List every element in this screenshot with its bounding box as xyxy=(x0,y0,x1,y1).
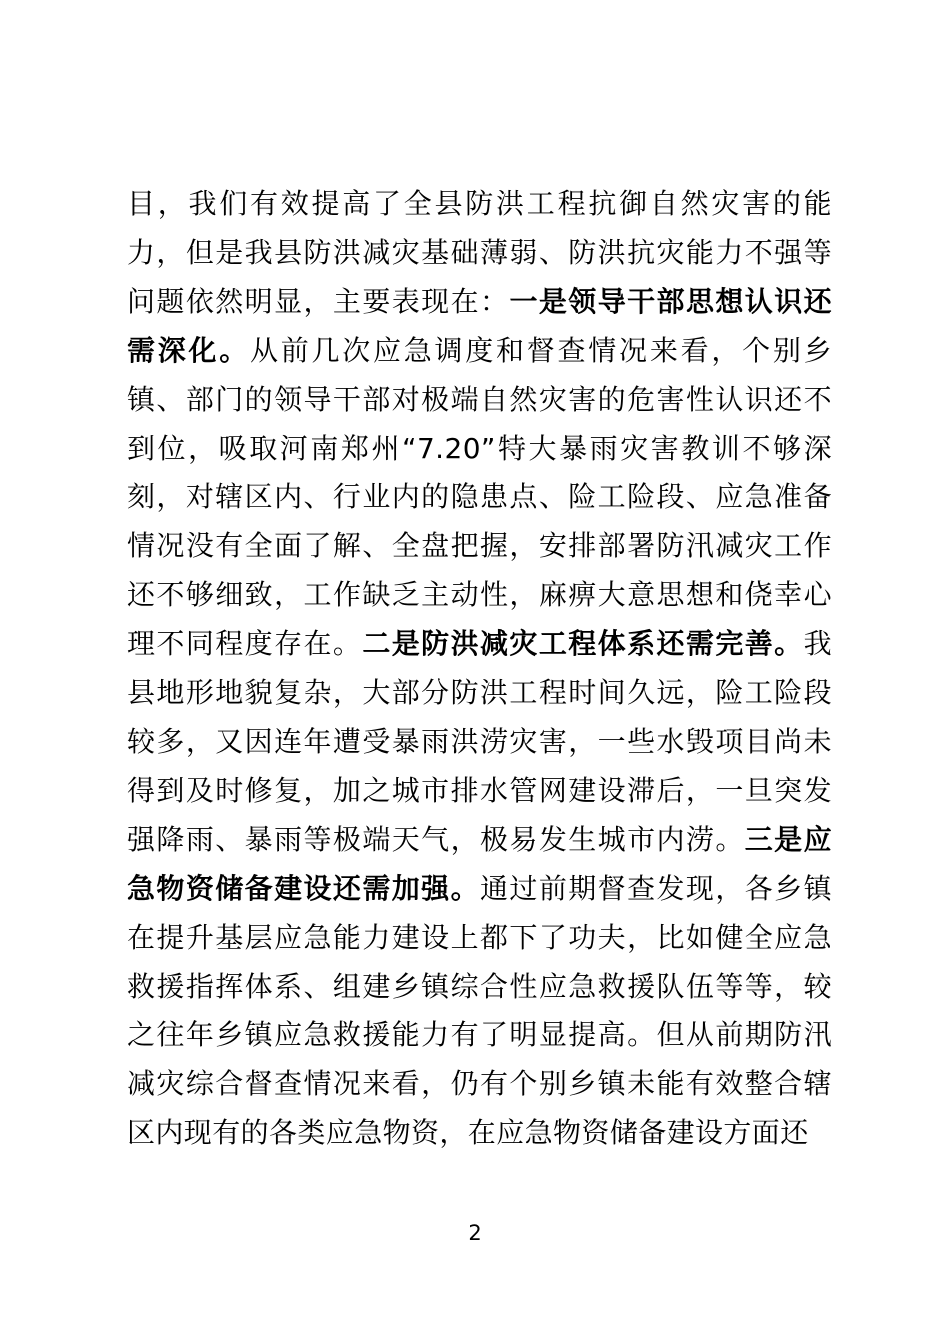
text-run-bold-point-three: 三是应急物资储备建设还需加强。 xyxy=(127,822,832,905)
text-run: 从前几次应急调度和督查情况来看，个别乡镇、部门的领导干部对极端自然灾害的危害性认识还不到位，吸取河南郑州“7.20”特大暴雨灾害教训不够深刻，对辖区内、行业内的隐患点、险工险段、应急准备情况没有全面了解、全盘把握，安排部署防汛减灾工作还不够细致，工作缺乏主动性，麻痹大意思想和侥幸心理不同程度存在。 xyxy=(127,333,832,661)
text-run: 目，我们有效提高了全县防洪工程抗御自然灾害的能力，但是我县防洪减灾基础薄弱、防洪抗灾能力不强等问题依然明显，主要表现在： xyxy=(127,187,832,318)
text-run: 我县地形地貌复杂，大部分防洪工程时间久远，险工险段较多，又因连年遭受暴雨洪涝灾害，一些水毁项目尚未得到及时修复，加之城市排水管网建设滞后，一旦突发强降雨、暴雨等极端天气，极易发生城市内涝。 xyxy=(127,627,832,856)
body-paragraph xyxy=(127,180,832,1158)
page-number: 2 xyxy=(468,1221,482,1245)
text-run-bold-point-two: 二是防洪减灾工程体系还需完善。 xyxy=(362,627,804,661)
text-run-bold-point-one: 一是领导干部思想认识还需深化。 xyxy=(127,284,833,367)
text-run: 通过前期督查发现，各乡镇在提升基层应急能力建设上都下了功夫，比如健全应急救援指挥体系、组建乡镇综合性应急救援队伍等等，较之往年乡镇应急救援能力有了明显提高。但从前期防汛减灾综合督查情况来看，仍有个别乡镇未能有效整合辖区内现有的各类应急物资，在应急物资储备建设方面还 xyxy=(127,871,832,1150)
